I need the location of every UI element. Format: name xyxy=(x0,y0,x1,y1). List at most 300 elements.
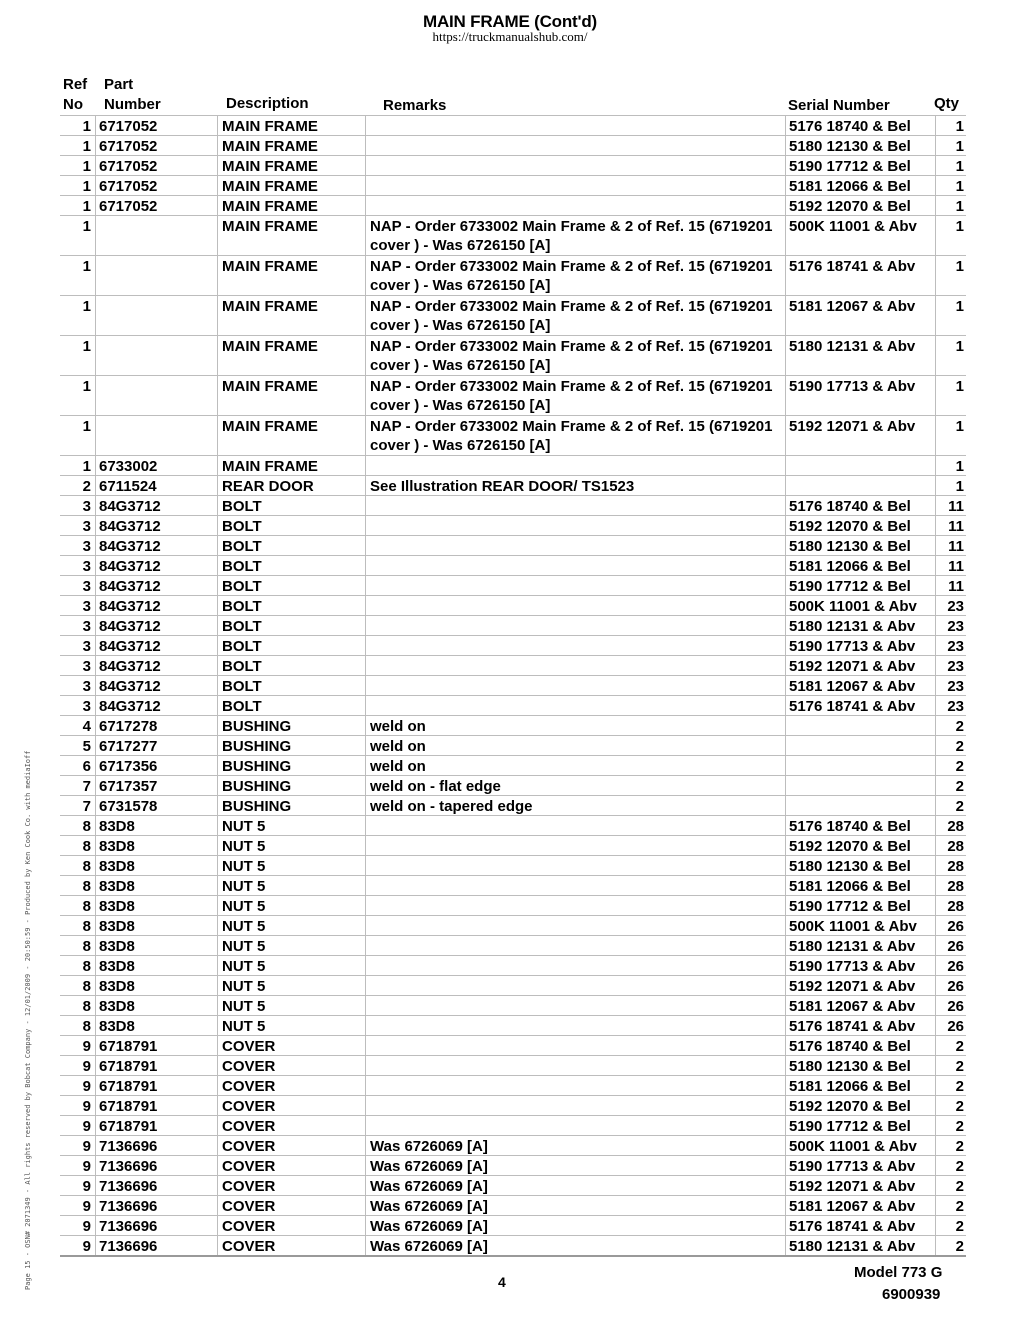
remarks-cell xyxy=(365,516,785,536)
description-cell: COVER xyxy=(217,1156,365,1176)
serial-number-cell: 5176 18740 & Bel xyxy=(785,816,935,836)
ref-cell: 1 xyxy=(82,418,91,435)
qty-cell: 26 xyxy=(935,956,966,976)
description-cell: REAR DOOR xyxy=(217,476,365,496)
part-number-cell: 6717052 xyxy=(95,196,217,216)
description-cell: MAIN FRAME xyxy=(217,296,365,336)
table-row xyxy=(60,595,966,616)
remarks-cell xyxy=(365,576,785,596)
description-cell: BUSHING xyxy=(217,776,365,796)
description-cell: MAIN FRAME xyxy=(217,336,365,376)
table-row xyxy=(60,1155,966,1176)
table-row xyxy=(60,295,966,336)
qty-cell: 1 xyxy=(935,136,966,156)
serial-number-cell: 5192 12071 & Abv xyxy=(785,416,935,456)
table-row xyxy=(60,795,966,816)
table-row xyxy=(60,755,966,776)
serial-number-cell: 5181 12066 & Bel xyxy=(785,876,935,896)
description-cell: COVER xyxy=(217,1036,365,1056)
serial-number-cell: 5180 12130 & Bel xyxy=(785,536,935,556)
ref-cell: 8 xyxy=(82,958,91,975)
remarks-cell xyxy=(365,696,785,716)
part-number-cell: 6717356 xyxy=(95,756,217,776)
remarks-cell: Was 6726069 [A] xyxy=(365,1196,785,1216)
table-row xyxy=(60,555,966,576)
qty-cell: 11 xyxy=(935,536,966,556)
ref-cell: 8 xyxy=(82,918,91,935)
part-number-cell: 7136696 xyxy=(95,1156,217,1176)
part-number-cell: 83D8 xyxy=(95,1016,217,1036)
table-row xyxy=(60,155,966,176)
serial-number-cell: 5180 12131 & Abv xyxy=(785,936,935,956)
description-cell: NUT 5 xyxy=(217,856,365,876)
ref-cell: 9 xyxy=(82,1098,91,1115)
qty-cell: 1 xyxy=(935,176,966,196)
table-row xyxy=(60,475,966,496)
description-cell: MAIN FRAME xyxy=(217,156,365,176)
serial-number-cell: 5176 18741 & Abv xyxy=(785,1216,935,1236)
part-number-cell: 84G3712 xyxy=(95,496,217,516)
part-number-cell xyxy=(95,336,217,376)
part-number-cell: 6717278 xyxy=(95,716,217,736)
description-cell: MAIN FRAME xyxy=(217,196,365,216)
serial-number-cell: 5190 17713 & Abv xyxy=(785,1156,935,1176)
table-row xyxy=(60,695,966,716)
serial-number-cell: 500K 11001 & Abv xyxy=(785,596,935,616)
part-number-cell: 6733002 xyxy=(95,456,217,476)
ref-cell: 9 xyxy=(82,1078,91,1095)
serial-number-cell: 5180 12131 & Abv xyxy=(785,616,935,636)
part-number-cell: 7136696 xyxy=(95,1216,217,1236)
table-row xyxy=(60,675,966,696)
qty-cell: 1 xyxy=(935,156,966,176)
serial-number-cell: 5180 12131 & Abv xyxy=(785,1236,935,1256)
ref-cell: 7 xyxy=(82,778,91,795)
part-number-cell: 84G3712 xyxy=(95,596,217,616)
description-cell: BUSHING xyxy=(217,756,365,776)
serial-number-cell: 5176 18741 & Abv xyxy=(785,256,935,296)
col-header-serial: Serial Number xyxy=(788,97,890,114)
part-number-cell xyxy=(95,296,217,336)
part-number-cell: 83D8 xyxy=(95,836,217,856)
table-row xyxy=(60,1235,966,1256)
part-number-cell: 83D8 xyxy=(95,976,217,996)
qty-cell: 1 xyxy=(935,416,966,456)
serial-number-cell: 5181 12067 & Abv xyxy=(785,676,935,696)
table-row xyxy=(60,1055,966,1076)
remarks-cell: Was 6726069 [A] xyxy=(365,1236,785,1256)
description-cell: BOLT xyxy=(217,676,365,696)
qty-cell: 23 xyxy=(935,676,966,696)
table-row xyxy=(60,835,966,856)
description-cell: MAIN FRAME xyxy=(217,456,365,476)
table-row xyxy=(60,895,966,916)
part-number-cell: 83D8 xyxy=(95,856,217,876)
qty-cell: 2 xyxy=(935,756,966,776)
remarks-cell xyxy=(365,1116,785,1136)
part-number-cell: 6718791 xyxy=(95,1096,217,1116)
remarks-cell xyxy=(365,456,785,476)
ref-cell: 9 xyxy=(82,1178,91,1195)
table-bottom-rule xyxy=(60,1255,966,1257)
remarks-cell: NAP - Order 6733002 Main Frame & 2 of Ref. 15 (6719201 cover ) - Was 6726150 [A] xyxy=(365,416,785,456)
serial-number-cell: 5176 18740 & Bel xyxy=(785,116,935,136)
qty-cell: 28 xyxy=(935,896,966,916)
part-number-cell: 6717052 xyxy=(95,136,217,156)
ref-cell: 3 xyxy=(82,498,91,515)
ref-cell: 9 xyxy=(82,1218,91,1235)
serial-number-cell xyxy=(785,756,935,776)
table-row xyxy=(60,655,966,676)
serial-number-cell: 5176 18740 & Bel xyxy=(785,1036,935,1056)
remarks-cell: Was 6726069 [A] xyxy=(365,1176,785,1196)
description-cell: COVER xyxy=(217,1056,365,1076)
ref-cell: 8 xyxy=(82,858,91,875)
serial-number-cell: 5192 12070 & Bel xyxy=(785,196,935,216)
part-number-cell: 6718791 xyxy=(95,1036,217,1056)
qty-cell: 2 xyxy=(935,1076,966,1096)
serial-number-cell: 5181 12067 & Abv xyxy=(785,296,935,336)
description-cell: NUT 5 xyxy=(217,816,365,836)
part-number-cell: 7136696 xyxy=(95,1196,217,1216)
ref-cell: 1 xyxy=(82,118,91,135)
serial-number-cell: 5192 12070 & Bel xyxy=(785,836,935,856)
description-cell: NUT 5 xyxy=(217,976,365,996)
description-cell: NUT 5 xyxy=(217,1016,365,1036)
qty-cell: 2 xyxy=(935,1176,966,1196)
table-row xyxy=(60,1195,966,1216)
serial-number-cell: 5181 12066 & Bel xyxy=(785,556,935,576)
remarks-cell xyxy=(365,936,785,956)
remarks-cell xyxy=(365,816,785,836)
col-header-part-2: Number xyxy=(104,96,161,113)
serial-number-cell xyxy=(785,796,935,816)
part-number-cell: 84G3712 xyxy=(95,656,217,676)
qty-cell: 2 xyxy=(935,1036,966,1056)
part-number-cell: 83D8 xyxy=(95,996,217,1016)
description-cell: MAIN FRAME xyxy=(217,256,365,296)
description-cell: MAIN FRAME xyxy=(217,216,365,256)
part-number-cell: 6711524 xyxy=(95,476,217,496)
remarks-cell: See Illustration REAR DOOR/ TS1523 xyxy=(365,476,785,496)
qty-cell: 11 xyxy=(935,556,966,576)
qty-cell: 23 xyxy=(935,636,966,656)
remarks-cell: weld on xyxy=(365,756,785,776)
table-row xyxy=(60,575,966,596)
qty-cell: 28 xyxy=(935,856,966,876)
table-row xyxy=(60,1095,966,1116)
qty-cell: 26 xyxy=(935,916,966,936)
qty-cell: 28 xyxy=(935,876,966,896)
ref-cell: 8 xyxy=(82,838,91,855)
table-row xyxy=(60,1015,966,1036)
table-row xyxy=(60,715,966,736)
serial-number-cell: 5190 17713 & Abv xyxy=(785,376,935,416)
ref-cell: 9 xyxy=(82,1138,91,1155)
ref-cell: 3 xyxy=(82,538,91,555)
description-cell: BOLT xyxy=(217,596,365,616)
description-cell: NUT 5 xyxy=(217,996,365,1016)
part-number-cell xyxy=(95,416,217,456)
serial-number-cell: 5181 12066 & Bel xyxy=(785,1076,935,1096)
remarks-cell xyxy=(365,996,785,1016)
part-number-cell: 7136696 xyxy=(95,1236,217,1256)
ref-cell: 9 xyxy=(82,1118,91,1135)
part-number-cell: 6718791 xyxy=(95,1076,217,1096)
table-row xyxy=(60,615,966,636)
table-row xyxy=(60,1115,966,1136)
serial-number-cell: 500K 11001 & Abv xyxy=(785,916,935,936)
part-number-cell: 83D8 xyxy=(95,956,217,976)
description-cell: NUT 5 xyxy=(217,936,365,956)
description-cell: NUT 5 xyxy=(217,896,365,916)
description-cell: NUT 5 xyxy=(217,916,365,936)
ref-cell: 1 xyxy=(82,298,91,315)
qty-cell: 11 xyxy=(935,496,966,516)
remarks-cell: weld on xyxy=(365,736,785,756)
table-row xyxy=(60,1035,966,1056)
serial-number-cell: 5176 18741 & Abv xyxy=(785,696,935,716)
qty-cell: 2 xyxy=(935,796,966,816)
serial-number-cell: 5190 17712 & Bel xyxy=(785,896,935,916)
ref-cell: 3 xyxy=(82,618,91,635)
qty-cell: 1 xyxy=(935,336,966,376)
qty-cell: 2 xyxy=(935,1196,966,1216)
description-cell: BOLT xyxy=(217,616,365,636)
ref-cell: 3 xyxy=(82,678,91,695)
qty-cell: 1 xyxy=(935,196,966,216)
ref-cell: 7 xyxy=(82,798,91,815)
qty-cell: 2 xyxy=(935,736,966,756)
serial-number-cell xyxy=(785,476,935,496)
serial-number-cell xyxy=(785,736,935,756)
table-row xyxy=(60,135,966,156)
description-cell: MAIN FRAME xyxy=(217,176,365,196)
serial-number-cell: 500K 11001 & Abv xyxy=(785,1136,935,1156)
remarks-cell: Was 6726069 [A] xyxy=(365,1156,785,1176)
part-number-cell: 84G3712 xyxy=(95,676,217,696)
remarks-cell xyxy=(365,836,785,856)
remarks-cell xyxy=(365,636,785,656)
ref-cell: 1 xyxy=(82,198,91,215)
ref-cell: 1 xyxy=(82,138,91,155)
table-row xyxy=(60,515,966,536)
part-number-cell: 6718791 xyxy=(95,1116,217,1136)
ref-cell: 9 xyxy=(82,1198,91,1215)
table-row xyxy=(60,175,966,196)
qty-cell: 2 xyxy=(935,1096,966,1116)
part-number-cell: 7136696 xyxy=(95,1136,217,1156)
ref-cell: 1 xyxy=(82,218,91,235)
part-number-cell: 7136696 xyxy=(95,1176,217,1196)
qty-cell: 1 xyxy=(935,116,966,136)
ref-cell: 9 xyxy=(82,1038,91,1055)
col-header-remarks: Remarks xyxy=(383,97,447,114)
serial-number-cell: 5181 12067 & Abv xyxy=(785,1196,935,1216)
table-row xyxy=(60,955,966,976)
part-number-cell: 6717052 xyxy=(95,156,217,176)
remarks-cell xyxy=(365,676,785,696)
table-row xyxy=(60,255,966,296)
description-cell: BOLT xyxy=(217,656,365,676)
part-number-cell xyxy=(95,376,217,416)
remarks-cell xyxy=(365,196,785,216)
col-header-ref-1: Ref xyxy=(63,76,88,93)
description-cell: NUT 5 xyxy=(217,836,365,856)
remarks-cell: Was 6726069 [A] xyxy=(365,1216,785,1236)
serial-number-cell: 5180 12130 & Bel xyxy=(785,136,935,156)
remarks-cell xyxy=(365,136,785,156)
ref-cell: 8 xyxy=(82,878,91,895)
serial-number-cell: 5190 17712 & Bel xyxy=(785,156,935,176)
ref-cell: 2 xyxy=(82,478,91,495)
part-number-cell: 6717277 xyxy=(95,736,217,756)
table-row xyxy=(60,995,966,1016)
remarks-cell xyxy=(365,896,785,916)
remarks-cell xyxy=(365,876,785,896)
description-cell: COVER xyxy=(217,1116,365,1136)
ref-cell: 1 xyxy=(82,458,91,475)
remarks-cell: NAP - Order 6733002 Main Frame & 2 of Ref. 15 (6719201 cover ) - Was 6726150 [A] xyxy=(365,216,785,256)
qty-cell: 2 xyxy=(935,1116,966,1136)
table-row xyxy=(60,375,966,416)
ref-cell: 4 xyxy=(82,718,91,735)
col-header-part-1: Part xyxy=(104,76,134,93)
serial-number-cell: 500K 11001 & Abv xyxy=(785,216,935,256)
ref-cell: 6 xyxy=(82,758,91,775)
part-number-cell: 83D8 xyxy=(95,816,217,836)
serial-number-cell: 5190 17713 & Abv xyxy=(785,956,935,976)
remarks-cell xyxy=(365,856,785,876)
remarks-cell: weld on - flat edge xyxy=(365,776,785,796)
serial-number-cell: 5180 12131 & Abv xyxy=(785,336,935,376)
ref-cell: 1 xyxy=(82,378,91,395)
qty-cell: 2 xyxy=(935,1236,966,1256)
description-cell: COVER xyxy=(217,1236,365,1256)
description-cell: MAIN FRAME xyxy=(217,416,365,456)
qty-cell: 23 xyxy=(935,656,966,676)
remarks-cell xyxy=(365,116,785,136)
description-cell: COVER xyxy=(217,1176,365,1196)
qty-cell: 2 xyxy=(935,1056,966,1076)
remarks-cell xyxy=(365,1096,785,1116)
serial-number-cell: 5190 17712 & Bel xyxy=(785,576,935,596)
qty-cell: 2 xyxy=(935,1136,966,1156)
serial-number-cell: 5176 18741 & Abv xyxy=(785,1016,935,1036)
description-cell: BUSHING xyxy=(217,796,365,816)
part-number-cell: 84G3712 xyxy=(95,556,217,576)
serial-number-cell: 5180 12130 & Bel xyxy=(785,856,935,876)
qty-cell: 1 xyxy=(935,456,966,476)
ref-cell: 3 xyxy=(82,638,91,655)
ref-cell: 9 xyxy=(82,1238,91,1255)
table-row xyxy=(60,215,966,256)
part-number-cell: 84G3712 xyxy=(95,636,217,656)
qty-cell: 2 xyxy=(935,1216,966,1236)
remarks-cell xyxy=(365,976,785,996)
serial-number-cell: 5176 18740 & Bel xyxy=(785,496,935,516)
remarks-cell xyxy=(365,656,785,676)
serial-number-cell: 5192 12071 & Abv xyxy=(785,656,935,676)
qty-cell: 1 xyxy=(935,476,966,496)
ref-cell: 3 xyxy=(82,518,91,535)
remarks-cell: weld on xyxy=(365,716,785,736)
part-number-cell: 6731578 xyxy=(95,796,217,816)
table-row xyxy=(60,1135,966,1156)
part-number-cell: 83D8 xyxy=(95,936,217,956)
ref-cell: 3 xyxy=(82,578,91,595)
part-number-cell: 84G3712 xyxy=(95,576,217,596)
remarks-cell: Was 6726069 [A] xyxy=(365,1136,785,1156)
qty-cell: 2 xyxy=(935,776,966,796)
description-cell: BOLT xyxy=(217,696,365,716)
document-number: 6900939 xyxy=(882,1286,941,1303)
remarks-cell xyxy=(365,176,785,196)
description-cell: BOLT xyxy=(217,516,365,536)
remarks-cell xyxy=(365,616,785,636)
part-number-cell xyxy=(95,256,217,296)
remarks-cell xyxy=(365,1016,785,1036)
table-row xyxy=(60,735,966,756)
qty-cell: 11 xyxy=(935,576,966,596)
remarks-cell xyxy=(365,156,785,176)
remarks-cell: weld on - tapered edge xyxy=(365,796,785,816)
qty-cell: 2 xyxy=(935,716,966,736)
remarks-cell xyxy=(365,556,785,576)
page-number: 4 xyxy=(498,1274,506,1290)
model-name: Model 773 G xyxy=(854,1264,943,1281)
remarks-cell xyxy=(365,916,785,936)
description-cell: BOLT xyxy=(217,636,365,656)
page-title: MAIN FRAME (Cont'd) xyxy=(423,12,597,31)
ref-cell: 8 xyxy=(82,898,91,915)
qty-cell: 26 xyxy=(935,936,966,956)
serial-number-cell: 5190 17712 & Bel xyxy=(785,1116,935,1136)
remarks-cell xyxy=(365,496,785,516)
ref-cell: 9 xyxy=(82,1158,91,1175)
description-cell: COVER xyxy=(217,1136,365,1156)
ref-cell: 1 xyxy=(82,158,91,175)
ref-cell: 8 xyxy=(82,978,91,995)
serial-number-cell xyxy=(785,456,935,476)
source-url: https://truckmanualshub.com/ xyxy=(432,29,588,44)
ref-cell: 1 xyxy=(82,258,91,275)
part-number-cell xyxy=(95,216,217,256)
table-row xyxy=(60,855,966,876)
side-watermark-text: Page 15 - OSN# 2071349 - All rights reserved by Bobcat Company - 12/01/2009 - 20:50:59 - Produced by Ken Cook Co. with mediaIoff xyxy=(24,750,32,1290)
serial-number-cell xyxy=(785,776,935,796)
description-cell: NUT 5 xyxy=(217,876,365,896)
col-header-qty: Qty xyxy=(934,95,960,112)
qty-cell: 26 xyxy=(935,976,966,996)
ref-cell: 1 xyxy=(82,338,91,355)
serial-number-cell: 5192 12070 & Bel xyxy=(785,516,935,536)
serial-number-cell: 5181 12066 & Bel xyxy=(785,176,935,196)
ref-cell: 1 xyxy=(82,178,91,195)
col-header-ref-2: No xyxy=(63,96,83,113)
remarks-cell: NAP - Order 6733002 Main Frame & 2 of Ref. 15 (6719201 cover ) - Was 6726150 [A] xyxy=(365,336,785,376)
qty-cell: 28 xyxy=(935,836,966,856)
qty-cell: 11 xyxy=(935,516,966,536)
table-row xyxy=(60,635,966,656)
table-row xyxy=(60,115,966,136)
serial-number-cell: 5180 12130 & Bel xyxy=(785,1056,935,1076)
serial-number-cell: 5190 17713 & Abv xyxy=(785,636,935,656)
part-number-cell: 83D8 xyxy=(95,916,217,936)
table-row xyxy=(60,495,966,516)
qty-cell: 26 xyxy=(935,1016,966,1036)
remarks-cell: NAP - Order 6733002 Main Frame & 2 of Ref. 15 (6719201 cover ) - Was 6726150 [A] xyxy=(365,376,785,416)
